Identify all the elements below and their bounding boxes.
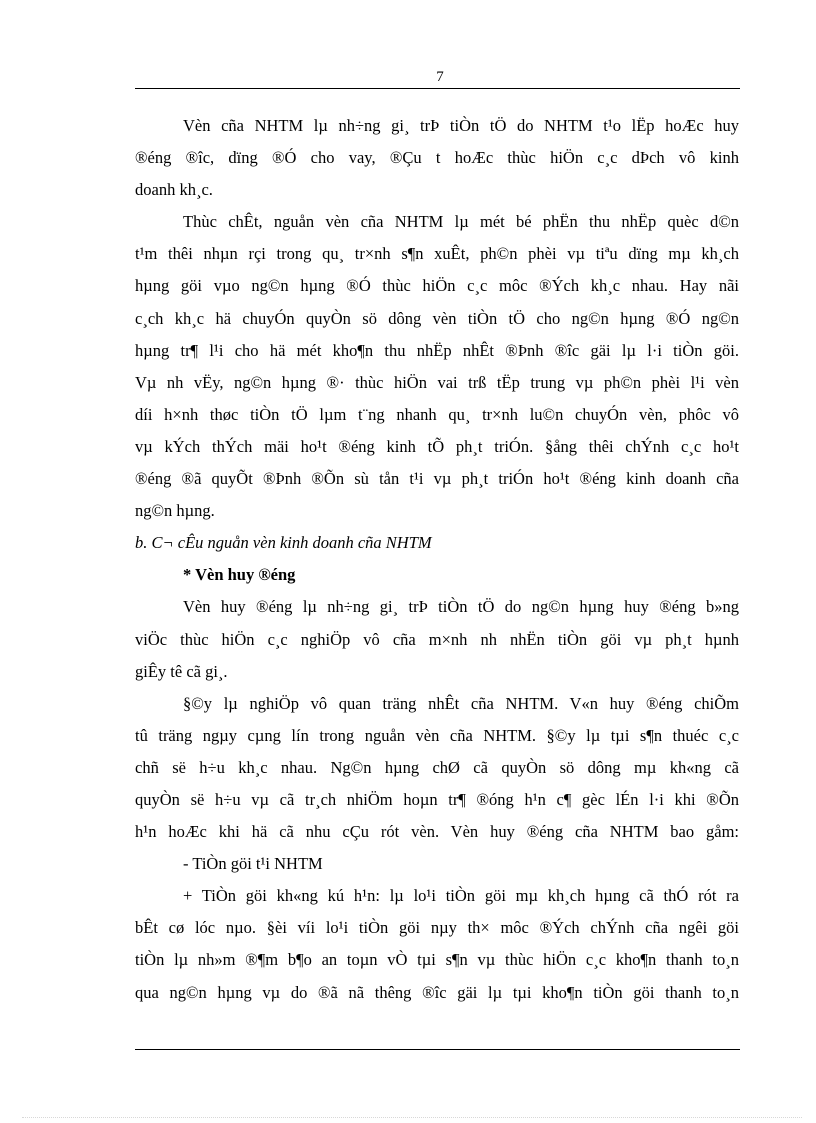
text-line: chñ së h÷u kh¸c nhau. Ng©n hµng chØ cã quyÒn sö dông mµ kh«ng cã xyxy=(135,757,739,777)
text-line: giÊy tê cã gi¸. xyxy=(135,661,228,681)
text-line: + TiÒn göi kh«ng kú h¹n: lµ lo¹i tiÒn göi mµ kh¸ch hµng cã thÓ rót ra xyxy=(183,886,739,906)
text-line: Vµ nh vËy, ng©n hµng ®· thùc hiÖn vai trß tËp trung vµ ph©n phèi l¹i vèn xyxy=(135,372,739,392)
text-line: t¹m thêi nhµn rçi trong qu¸ tr×nh s¶n xuÊt, ph©n phèi vµ tiªu dïng mµ kh¸ch xyxy=(135,244,739,264)
text-line: bÊt cø lóc nµo. §èi víi lo¹i tiÒn göi nµy th× môc ®Ých chÝnh cña ngêi göi xyxy=(135,918,739,938)
text-line: §©y lµ nghiÖp vô quan träng nhÊt cña NHTM. V«n huy ®éng chiÕm xyxy=(183,693,739,713)
text-line: * Vèn huy ®éng xyxy=(183,565,296,585)
page-number: 7 xyxy=(436,69,444,85)
text-line: vµ kÝch thÝch mäi ho¹t ®éng kinh tÕ ph¸t triÓn. §ång thêi chÝnh c¸c ho¹t xyxy=(135,436,739,456)
text-line: tiÒn lµ nh»m ®¶m b¶o an toµn vÒ tµi s¶n vµ thùc hiÖn c¸c kho¶n thanh to¸n xyxy=(135,950,739,970)
text-line: Vèn cña NHTM lµ nh÷ng gi¸ trÞ tiÒn tÖ do NHTM t¹o lËp hoÆc huy xyxy=(183,116,739,135)
text-line: Vèn huy ®éng lµ nh÷ng gi¸ trÞ tiÒn tÖ do ng©n hµng huy ®éng b»ng xyxy=(183,597,739,617)
text-line: hµng tr¶ l¹i cho hä mét kho¶n thu nhËp nhÊt ®Þnh ®îc gäi lµ l·i tiÒn göi. xyxy=(135,340,739,360)
text-line: b. C¬ cÊu nguån vèn kinh doanh cña NHTM xyxy=(135,533,432,553)
text-line: quyÒn së h÷u vµ cã tr¸ch nhiÖm hoµn tr¶ ®óng h¹n c¶ gèc lÉn l·i khi ®Õn xyxy=(135,789,739,809)
text-line: qua ng©n hµng vµ do ®ã nã thêng ®îc gäi lµ tµi kho¶n tiÒn göi thanh to¸n xyxy=(135,982,739,1002)
text-line: h¹n hoÆc khi hä cã nhu cÇu rót vèn. Vèn huy ®éng cña NHTM bao gåm: xyxy=(135,822,739,842)
text-line: díi h×nh thøc tiÒn tÖ lµm t¨ng nhanh qu¸ tr×nh lu©n chuyÓn vèn, phôc vô xyxy=(135,404,739,424)
text-line: Thùc chÊt, nguån vèn cña NHTM lµ mét bé phËn thu nhËp quèc d©n xyxy=(183,212,739,232)
header-rule xyxy=(135,88,740,89)
text-line: - TiÒn göi t¹i NHTM xyxy=(183,854,323,874)
text-line: doanh kh¸c. xyxy=(135,180,213,200)
text-line: ng©n hµng. xyxy=(135,501,215,521)
text-line: tû träng ngµy cµng lín trong nguån vèn cña NHTM. §©y lµ tµi s¶n thuéc c¸c xyxy=(135,725,739,745)
body-text xyxy=(135,110,739,1009)
text-line: viÖc thùc hiÖn c¸c nghiÖp vô cña m×nh nh nhËn tiÒn göi vµ ph¸t hµnh xyxy=(135,629,739,649)
page-edge xyxy=(22,1117,802,1118)
text-line: c¸ch kh¸c hä chuyÓn quyÒn sö dông vèn tiÒn tÖ cho ng©n hµng ®Ó ng©n xyxy=(135,308,739,328)
text-line: ®éng ®ã quyÕt ®Þnh ®Õn sù tån t¹i vµ ph¸t triÓn ho¹t ®éng kinh doanh cña xyxy=(135,469,739,489)
footer-rule xyxy=(135,1049,740,1050)
text-line: ®éng ®îc, dïng ®Ó cho vay, ®Çu t hoÆc thùc hiÖn c¸c dÞch vô kinh xyxy=(135,148,739,168)
text-line: hµng göi vµo ng©n hµng ®Ó thùc hiÖn c¸c môc ®Ých kh¸c nhau. Hay nãi xyxy=(135,276,739,296)
